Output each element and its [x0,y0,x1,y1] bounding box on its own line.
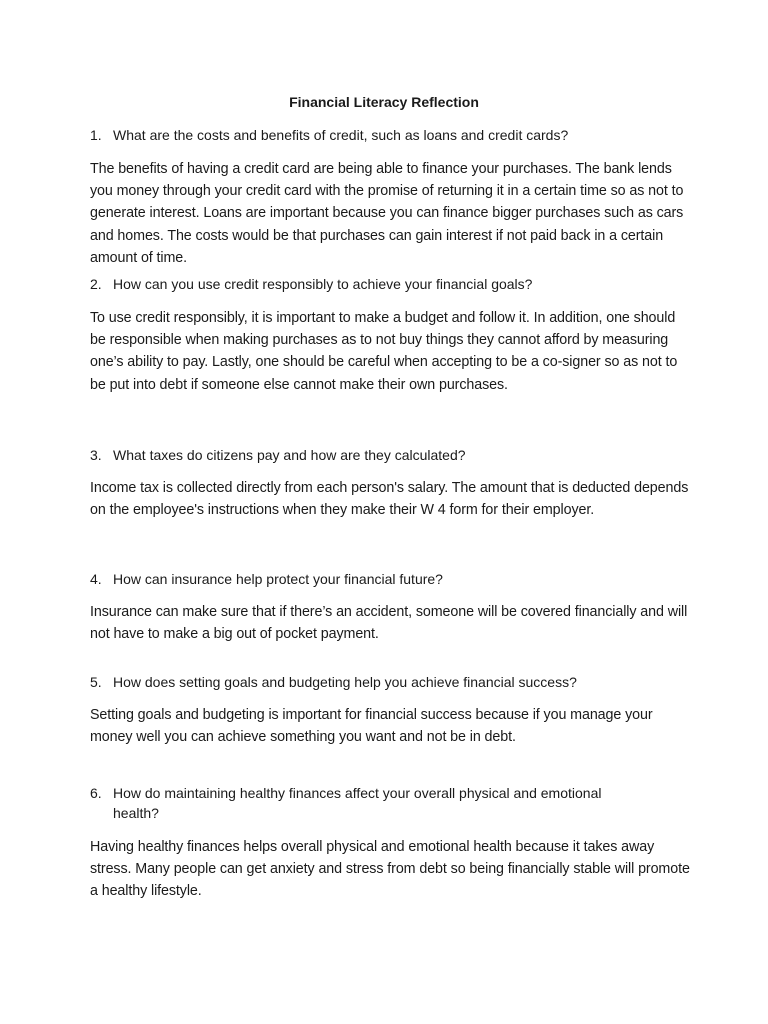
question-number: 1. [90,127,102,143]
question-2 [90,274,650,294]
document-title: Financial Literacy Reflection [289,94,479,110]
question-text: What taxes do citizens pay and how are they calculated? [113,447,466,463]
question-text: How can insurance help protect your financial future? [113,571,443,587]
question-3 [90,445,650,465]
answer-3: Income tax is collected directly from each person's salary. The amount that is deducted depends on the employee's instructions when they make their W 4 form for their employer. [90,480,689,519]
answer-5: Setting goals and budgeting is important for financial success because if you manage your money well you can achieve something you want and not be in debt. [90,707,653,746]
question-5 [90,672,650,692]
question-6 [90,783,650,823]
question-number: 4. [90,571,102,587]
question-number: 3. [90,447,102,463]
answer-2: To use credit responsibly, it is important to make a budget and follow it. In addition, one should be responsible when making purchases as to not buy things they cannot afford by measuring one’s ability to pay. Lastly, one should be careful when accepting to be a co-signer so as not to be put into debt if someone else cannot make their own purchases. [90,310,678,393]
answer-4: Insurance can make sure that if there’s an accident, someone will be covered financially and will not have to make a big out of pocket payment. [90,604,688,643]
question-number: 5. [90,674,102,690]
question-text: How can you use credit responsibly to achieve your financial goals? [113,276,533,292]
question-4 [90,569,650,589]
question-number: 2. [90,276,102,292]
question-text: How do maintaining healthy finances affect your overall physical and emotional health? [113,785,602,821]
question-number: 6. [90,785,102,801]
answer-1: The benefits of having a credit card are being able to finance your purchases. The bank lends you money through your credit card with the promise of returning it in a certain time so as not to generate interest. Loans are important because you can finance bigger purchases such as cars and homes. The costs would be that purchases can gain interest if not paid back in a certain amount of time. [90,161,684,266]
question-1 [90,125,650,145]
question-text: What are the costs and benefits of credit, such as loans and credit cards? [113,127,569,143]
question-text: How does setting goals and budgeting help you achieve financial success? [113,674,577,690]
answer-6: Having healthy finances helps overall physical and emotional health because it takes away stress. Many people can get anxiety and stress from debt so being financially stable will promote a healthy lifestyle. [90,839,690,900]
